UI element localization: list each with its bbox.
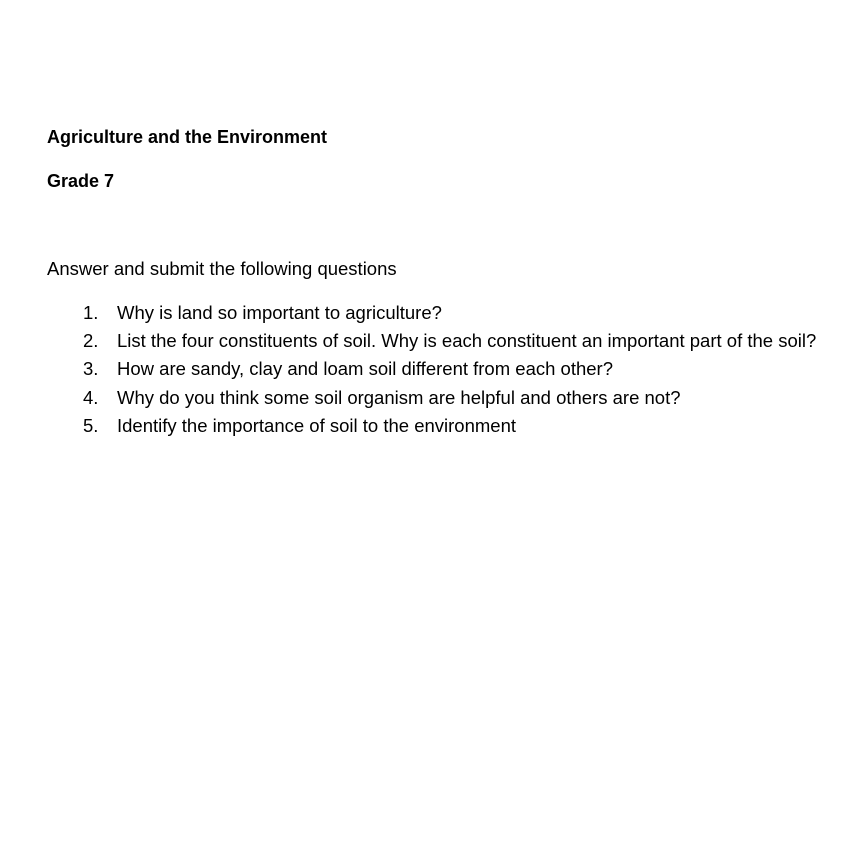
question-item <box>0 327 861 355</box>
question-item <box>0 412 861 440</box>
question-number: 4. <box>83 386 99 408</box>
question-text: Why is land so important to agriculture? <box>117 302 442 323</box>
question-item <box>0 299 861 327</box>
document-title: Agriculture and the Environment <box>47 127 328 147</box>
instructions-text: Answer and submit the following questions <box>47 258 397 279</box>
question-item <box>0 384 861 412</box>
question-text: List the four constituents of soil. Why is each constituent an important part of the soil? <box>117 330 817 352</box>
question-list <box>0 299 861 440</box>
grade-label: Grade 7 <box>47 171 115 191</box>
question-number: 5. <box>83 414 99 436</box>
question-number: 2. <box>83 330 99 352</box>
question-number: 1. <box>83 302 99 323</box>
question-text: How are sandy, clay and loam soil different from each other? <box>117 358 613 380</box>
question-item <box>0 355 861 383</box>
question-text: Why do you think some soil organism are helpful and others are not? <box>117 386 681 408</box>
question-text: Identify the importance of soil to the environment <box>117 414 516 436</box>
question-number: 3. <box>83 358 99 380</box>
